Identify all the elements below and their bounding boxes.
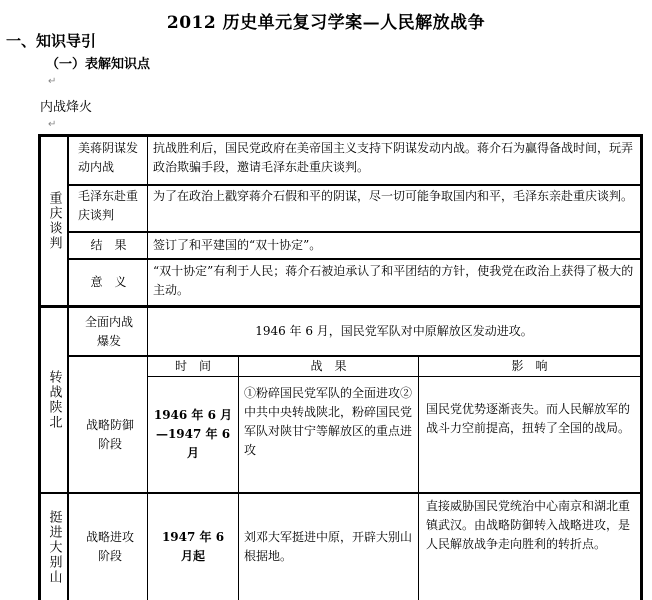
side-label-zhuanzhan: 转战陕北 <box>46 370 62 430</box>
column-header-impact: 影 响 <box>511 359 548 373</box>
defense-label: 战略防御阶段 <box>85 417 134 451</box>
row-label: 美蒋阴谋发动内战 <box>78 141 139 174</box>
offense-time: 1947 年 6 月起 <box>161 530 225 563</box>
row-content: “双十协定”有利于人民；蒋介石被迫承认了和平团结的方针，使我党在政治上获得了极大的主动。 <box>153 264 634 297</box>
defense-time: 1946 年 6 月—1947 年 6 月 <box>153 408 233 460</box>
offense-result: 刘邓大军挺进中原，开辟大别山根据地。 <box>244 530 413 563</box>
offense-impact: 直接威胁国民党统治中心南京和湖北重镇武汉。由战略防御转入战略进攻，是人民解放战争走向胜利的转折点。 <box>426 499 631 551</box>
row-content: 为了在政治上戳穿蒋介石假和平的阴谋，尽一切可能争取国内和平，毛泽东亲赴重庆谈判。 <box>153 189 634 203</box>
section-label: 内战烽火 <box>40 100 93 115</box>
section-heading-2: （一）表解知识点 <box>46 57 151 72</box>
defense-result: ①粉碎国民党军队的全面进攻②中共中央转战陕北，粉碎国民党军队对陕甘宁等解放区的重点进攻 <box>244 386 413 457</box>
page-title: 2012 历史单元复习学案—人民解放战争 <box>166 13 486 33</box>
row-label: 意 义 <box>90 275 127 289</box>
outbreak-content: 1946 年 6 月，国民党军队对中原解放区发动进攻。 <box>255 324 533 338</box>
row-label: 毛泽东赴重庆谈判 <box>78 189 139 222</box>
row-content: 抗战胜利后，国民党政府在美帝国主义支持下阴谋发动内战。蒋介石为赢得备战时间，玩弄政治欺骗手段，邀请毛泽东赴重庆谈判。 <box>153 141 634 174</box>
outbreak-label: 全面内战爆发 <box>84 314 133 348</box>
side-label-chongqing: 重庆谈判 <box>46 191 62 251</box>
defense-impact: 国民党优势逐渐丧失。而人民解放军的战斗力空前提高，扭转了全国的战局。 <box>426 402 631 435</box>
paragraph-mark: ↵ <box>48 119 57 130</box>
row-content: 签订了和平建国的“双十协定”。 <box>153 238 322 252</box>
side-label-dabieshan: 挺进大别山 <box>46 509 62 585</box>
paragraph-mark: ↵ <box>48 76 57 87</box>
offense-label: 战略进攻阶段 <box>85 530 134 563</box>
section-heading-1: 一、知识导引 <box>6 32 97 50</box>
column-header-result: 战 果 <box>310 359 347 373</box>
row-label: 结 果 <box>90 238 127 252</box>
column-header-time: 时 间 <box>174 359 211 373</box>
